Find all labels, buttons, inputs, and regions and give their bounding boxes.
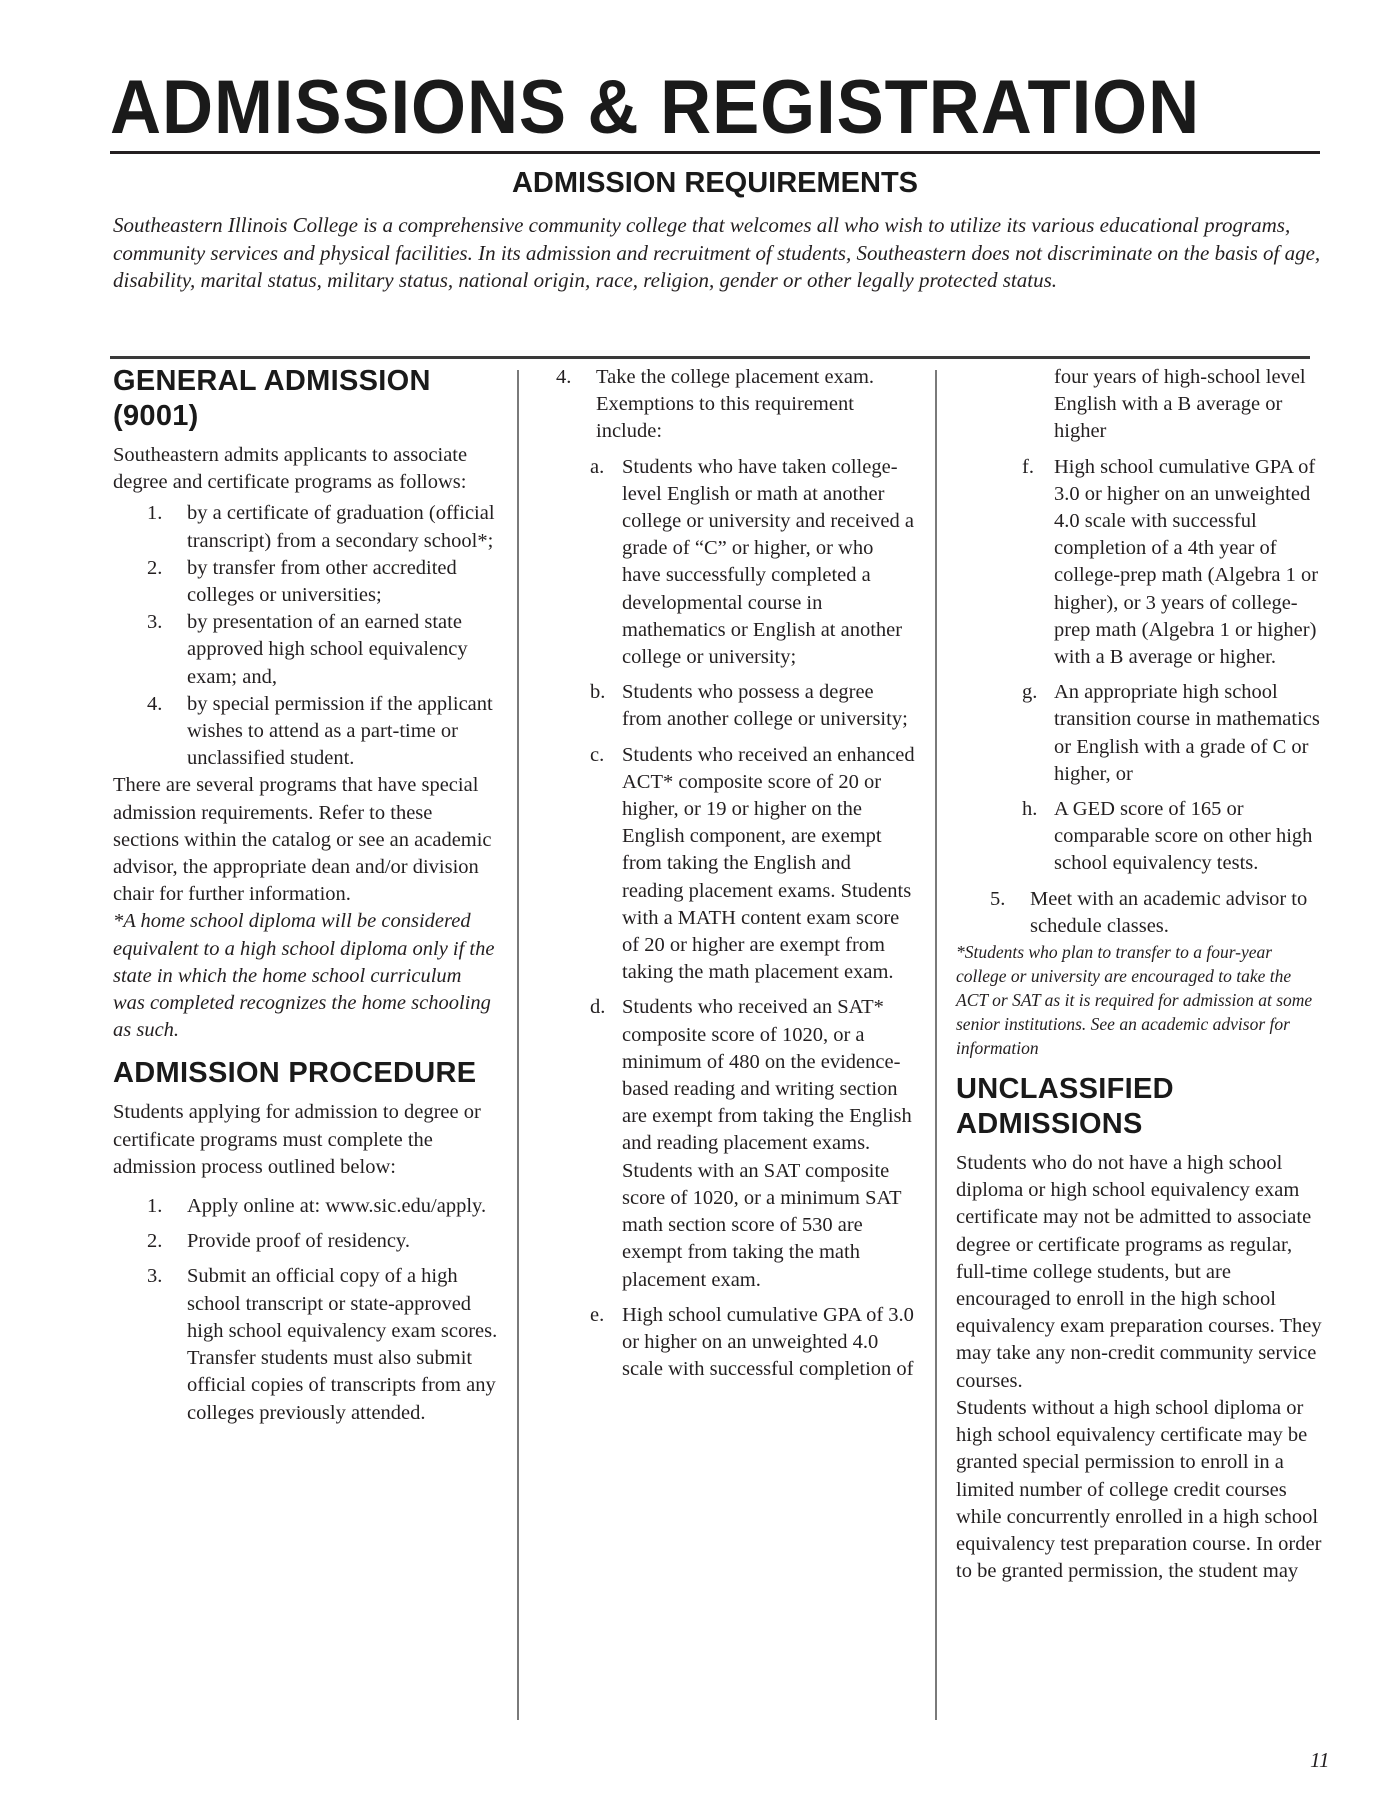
list-item: h. A GED score of 165 or comparable score on other high school equivalency tests.: [1022, 798, 1313, 875]
list-item: 5. Meet with an academic advisor to schedule classes.: [990, 887, 1308, 937]
list-item: e. High school cumulative GPA of 3.0 or higher on an unweighted 4.0 scale with successful completion of: [590, 1303, 914, 1381]
page-title: ADMISSIONS & REGISTRATION: [110, 65, 1201, 150]
admission-procedure-list-continued: [556, 364, 915, 446]
list-item: c. Students who received an enhanced ACT* composite score of 20 or higher, or 19 or higher on the English component, are exempt from taking the English and reading placement exams. Students with a MATH content exam score of 20 or higher are exempt from taking the math placement exam.: [590, 743, 915, 984]
exemptions-list-continued: [1022, 364, 1326, 878]
list-item: d. Students who received an SAT* composite score of 1020, or a minimum of 480 on the evidence-based reading and writing section are exempt from taking the English and reading placement exams. Students with an SAT composite score of 1020, or a minimum SAT math section score of 530 are exempt from taking the math placement exam.: [590, 996, 912, 1291]
admission-procedure-heading: ADMISSION PROCEDURE: [113, 1057, 477, 1090]
general-admission-list: [147, 500, 498, 772]
exemptions-list: [590, 454, 915, 1384]
general-admission-heading: GENERAL ADMISSION (9001): [113, 365, 431, 432]
admission-procedure-lead: Students applying for admission to degree or certificate programs must complete the admission process outlined below:: [113, 1101, 481, 1178]
list-item: f. High school cumulative GPA of 3.0 or higher on an unweighted 4.0 scale with successful completion of a 4th year of college-prep math (Algebra 1 or higher), or 3 years of college-prep math (Algebra 1 or higher) with a B average or higher.: [1022, 455, 1319, 669]
title-rule: [110, 151, 1320, 154]
column-right: [956, 364, 1326, 1585]
admission-procedure-list: [147, 1193, 498, 1427]
list-item: 4. by special permission if the applicant wishes to attend as a part-time or unclassified student.: [147, 692, 493, 770]
list-item: a. Students who have taken college-level English or math at another college or university and received a grade of “C” or higher, or who have successfully completed a developmental course in mathematics or English at another college or university;: [590, 455, 914, 669]
list-item: 1. Apply online at: www.sic.edu/apply.: [147, 1195, 487, 1218]
general-admission-lead: Southeastern admits applicants to associate degree and certificate programs as follows:: [113, 444, 468, 494]
unclassified-paragraph-1: Students who do not have a high school diploma or high school equivalency exam certificate may not be admitted to associate degree or certificate programs as regular, full-time college students, but are encouraged to enroll in the high school equivalency exam preparation courses. They may take any non-credit community service courses.: [956, 1152, 1322, 1392]
unclassified-paragraph-2: Students without a high school diploma or high school equivalency certificate may be granted special permission to enroll in a limited number of college credit courses while concurrently enrolled in a high school equivalency test preparation course. In order to be granted permission, the student may: [956, 1396, 1322, 1583]
unclassified-heading: UNCLASSIFIED ADMISSIONS: [956, 1073, 1174, 1141]
list-item: 2. Provide proof of residency.: [147, 1230, 410, 1253]
section-rule: [110, 356, 1310, 359]
column-left: [113, 364, 498, 1427]
list-item: 3. by presentation of an earned state approved high school equivalency exam; and,: [147, 611, 468, 688]
general-admission-note: There are several programs that have special admission requirements. Refer to these sections within the catalog or see an academic advisor, the appropriate dean and/or division chair for further information.: [113, 774, 492, 906]
column-middle: [556, 364, 915, 1383]
list-item: g. An appropriate high school transition course in mathematics or English with a grade of C or higher, or: [1022, 681, 1320, 785]
list-item: 1. by a certificate of graduation (official transcript) from a secondary school*;: [147, 502, 495, 552]
column-divider-1: [517, 370, 519, 1720]
list-item: 3. Submit an official copy of a high school transcript or state-approved high school equivalency exam scores. Transfer students must also submit official copies of transcripts from any colleges previously attended.: [147, 1265, 498, 1424]
act-sat-footnote: *Students who plan to transfer to a four-year college or university are encouraged to take the ACT or SAT as it is required for admission at some senior institutions. See an academic advisor for information: [956, 942, 1313, 1059]
section-subtitle: ADMISSION REQUIREMENTS: [511, 167, 919, 199]
list-item: 4. Take the college placement exam. Exemptions to this requirement include:: [556, 366, 875, 443]
admission-procedure-step-5: [990, 886, 1326, 940]
list-item: 2. by transfer from other accredited colleges or universities;: [147, 556, 457, 607]
column-divider-2: [935, 370, 937, 1720]
page-number: 11: [1310, 1748, 1330, 1772]
list-item: b. Students who possess a degree from another college or university;: [590, 681, 908, 731]
home-school-footnote: *A home school diploma will be considered equivalent to a high school diploma only if the state in which the home school curriculum was completed recognizes the home schooling as such.: [113, 910, 495, 1042]
intro-paragraph: Southeastern Illinois College is a comprehensive community college that welcomes all who wish to utilize its various educational programs, community services and physical facilities. In its admission and recruitment of students, Southeastern does not discriminate on the basis of age, disability, marital status, military status, national origin, race, religion, gender or other legally protected status.: [113, 213, 1321, 292]
list-item: four years of high-school level English with a B average or higher: [1054, 366, 1306, 443]
